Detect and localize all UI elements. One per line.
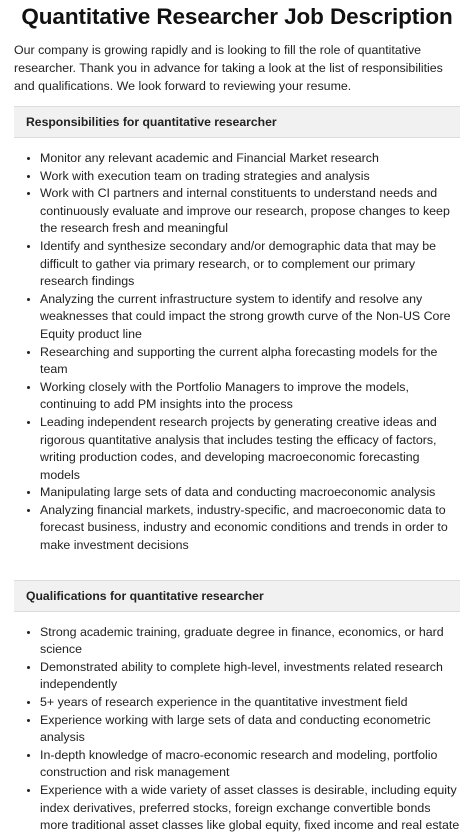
list-item: • Work with execution team on trading strategies and analysis xyxy=(40,168,460,186)
qualifications-list xyxy=(14,624,460,835)
list-item: • Working closely with the Portfolio Managers to improve the models, continuing to add PM insights into the process xyxy=(40,379,460,414)
list-item: • Analyzing the current infrastructure system to identify and resolve any weaknesses that could impact the strong growth curve of the Non-US Core Equity product line xyxy=(40,291,460,344)
list-item: • Monitor any relevant academic and Financial Market research xyxy=(40,150,460,168)
list-item: • Leading independent research projects by generating creative ideas and rigorous quantitative analysis that includes testing the efficacy of factors, writing production codes, and developing macroeconomic forecasting models xyxy=(40,414,460,484)
list-item: • Analyzing financial markets, industry-specific, and macroeconomic data to forecast business, industry and economic conditions and trends in order to make investment decisions xyxy=(40,502,460,555)
responsibilities-list xyxy=(14,150,460,555)
list-item: • Strong academic training, graduate degree in finance, economics, or hard science xyxy=(40,624,460,659)
list-item: • Experience working with large sets of data and conducting econometric analysis xyxy=(40,712,460,747)
list-item: • Experience with a wide variety of asset classes is desirable, including equity index derivatives, preferred stocks, foreign exchange convertible bonds more traditional asset classes like global equity, fixed income and real estate xyxy=(40,782,460,835)
qualifications-heading: Qualifications for quantitative researcher xyxy=(14,580,460,612)
page-title: Quantitative Researcher Job Description xyxy=(21,4,453,29)
list-item: • Manipulating large sets of data and conducting macroeconomic analysis xyxy=(40,484,460,502)
list-item: • Identify and synthesize secondary and/or demographic data that may be difficult to gather via primary research, or to complement our primary research findings xyxy=(40,238,460,291)
list-item: • Work with CI partners and internal constituents to understand needs and continuously evaluate and improve our research, propose changes to keep the research fresh and meaningful xyxy=(40,185,460,238)
responsibilities-heading: Responsibilities for quantitative researcher xyxy=(14,106,460,138)
list-item: • 5+ years of research experience in the quantitative investment field xyxy=(40,694,460,712)
list-item: • In-depth knowledge of macro-economic research and modeling, portfolio construction and risk management xyxy=(40,747,460,782)
list-item: • Researching and supporting the current alpha forecasting models for the team xyxy=(40,344,460,379)
list-item: • Demonstrated ability to complete high-level, investments related research independently xyxy=(40,659,460,694)
intro-paragraph: Our company is growing rapidly and is looking to fill the role of quantitative researcher. Thank you in advance for taking a look at the list of responsibilities and qualifications. We look forward to reviewing your resume. xyxy=(14,43,443,93)
